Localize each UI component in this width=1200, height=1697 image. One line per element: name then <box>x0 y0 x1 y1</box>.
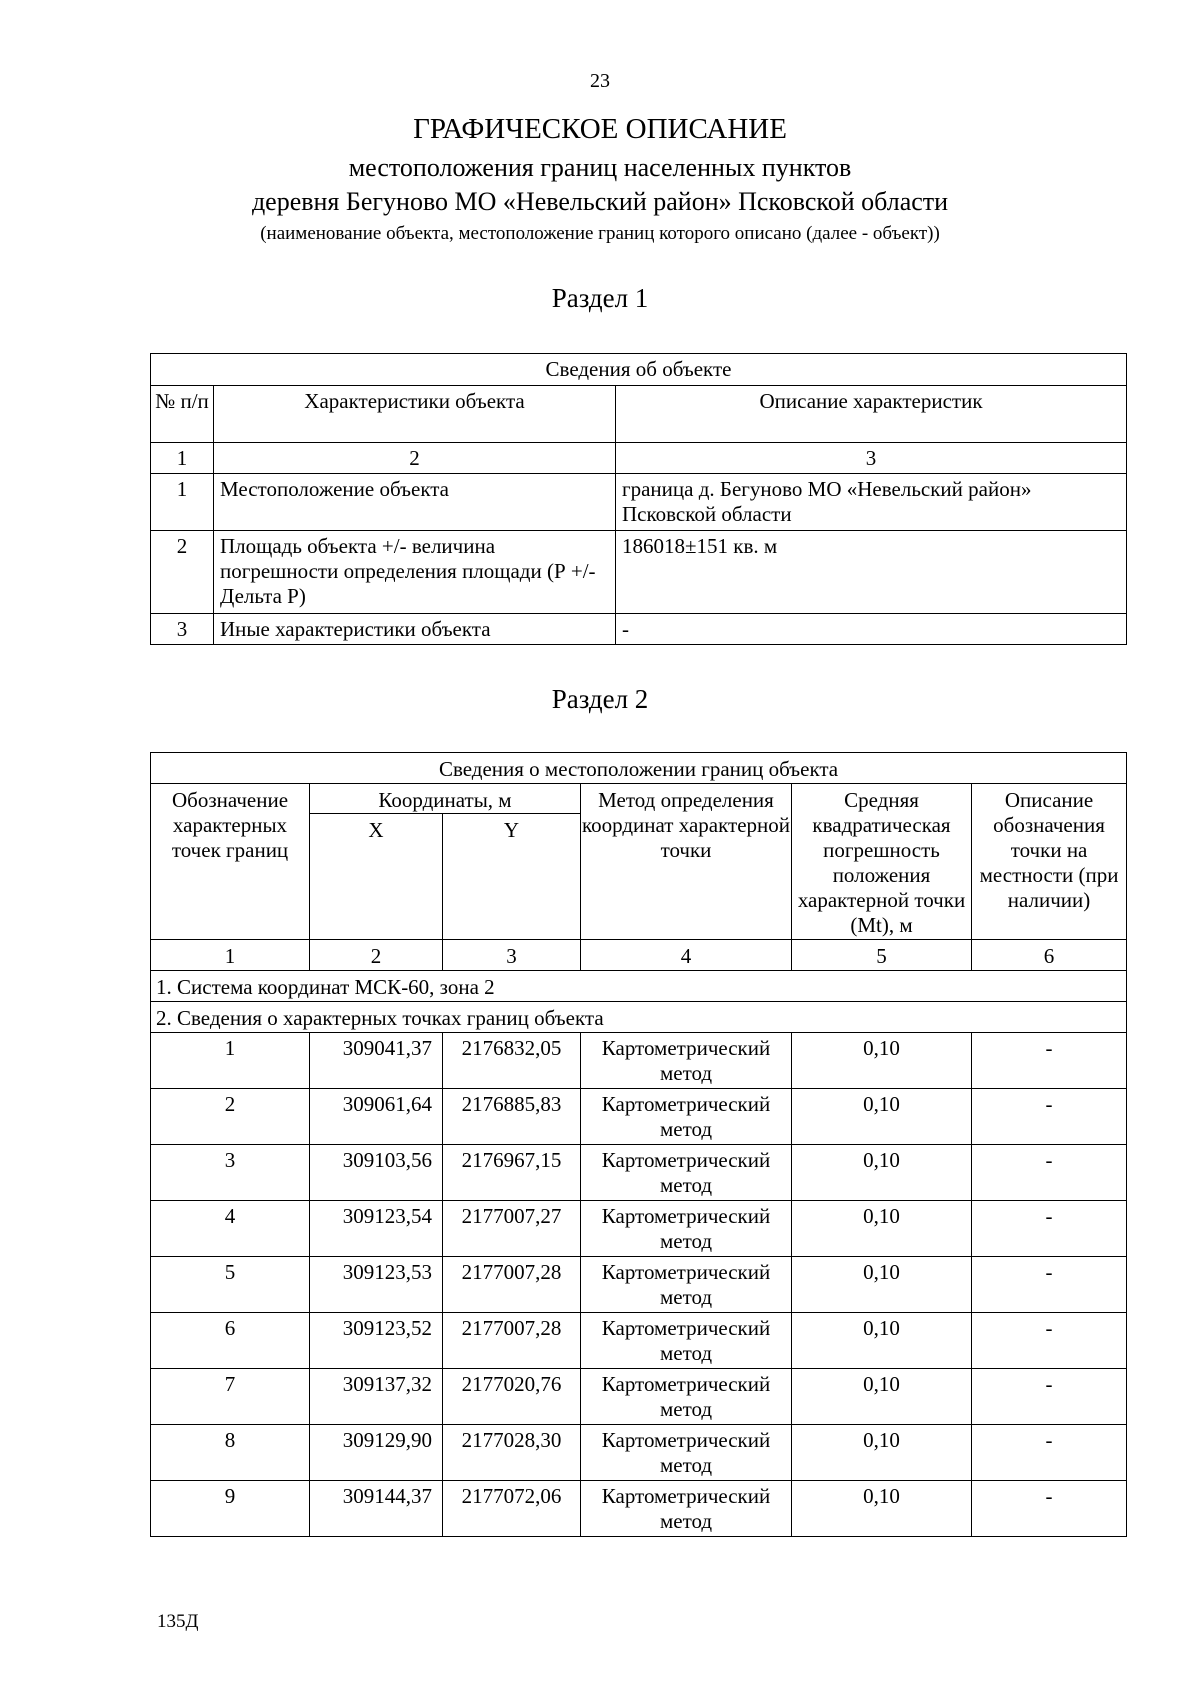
column-header-description: Описание характеристик <box>616 386 1127 443</box>
point-id: 4 <box>151 1201 310 1257</box>
coord-y: 2177020,76 <box>443 1369 581 1425</box>
footer-code: 135Д <box>157 1611 199 1632</box>
table-row <box>151 1089 1127 1145</box>
document-title: ГРАФИЧЕСКОЕ ОПИСАНИЕ <box>413 113 787 145</box>
coord-x: 309123,53 <box>310 1257 443 1313</box>
table-row <box>151 1201 1127 1257</box>
coord-y: 2177007,28 <box>443 1313 581 1369</box>
boundary-points-table <box>150 752 1127 1537</box>
coord-y: 2176832,05 <box>443 1033 581 1089</box>
method: Картометрический метод <box>581 1257 792 1313</box>
section-1-heading: Раздел 1 <box>551 283 649 313</box>
point-description: - <box>972 1201 1127 1257</box>
column-number: 6 <box>972 940 1127 971</box>
point-description: - <box>972 1145 1127 1201</box>
point-id: 9 <box>151 1481 310 1537</box>
table-row <box>151 531 1127 614</box>
method: Картометрический метод <box>581 1145 792 1201</box>
table-row <box>151 1145 1127 1201</box>
column-number: 5 <box>792 940 972 971</box>
point-description: - <box>972 1369 1127 1425</box>
error-mt: 0,10 <box>792 1425 972 1481</box>
error-mt: 0,10 <box>792 1481 972 1537</box>
table-row <box>151 614 1127 645</box>
column-header-characteristics: Характеристики объекта <box>214 386 616 443</box>
coordinate-system-row: 1. Система координат МСК-60, зона 2 <box>151 971 1127 1002</box>
object-name-caption: (наименование объекта, местоположение границ которого описано (далее - объект)) <box>260 223 940 244</box>
table-caption: Сведения об объекте <box>151 354 1127 386</box>
row-number: 3 <box>151 614 214 645</box>
coord-y: 2177007,28 <box>443 1257 581 1313</box>
point-id: 3 <box>151 1145 310 1201</box>
error-mt: 0,10 <box>792 1201 972 1257</box>
column-header-number: № п/п <box>151 386 214 443</box>
column-number: 1 <box>151 940 310 971</box>
point-id: 6 <box>151 1313 310 1369</box>
coord-y: 2177028,30 <box>443 1425 581 1481</box>
row-number: 1 <box>151 474 214 531</box>
method: Картометрический метод <box>581 1369 792 1425</box>
point-id: 8 <box>151 1425 310 1481</box>
document-subtitle: местоположения границ населенных пунктов <box>348 153 852 182</box>
method: Картометрический метод <box>581 1313 792 1369</box>
characteristic-name: Местоположение объекта <box>214 474 616 531</box>
column-header-x: X <box>310 814 443 940</box>
error-mt: 0,10 <box>792 1313 972 1369</box>
coord-x: 309123,52 <box>310 1313 443 1369</box>
table-row <box>151 1257 1127 1313</box>
point-id: 7 <box>151 1369 310 1425</box>
point-description: - <box>972 1089 1127 1145</box>
table-row <box>151 1033 1127 1089</box>
column-header-error: Средняя квадратическая погрешность положения характерной точки (Mt), м <box>792 784 972 940</box>
column-number: 4 <box>581 940 792 971</box>
error-mt: 0,10 <box>792 1089 972 1145</box>
coord-y: 2177007,27 <box>443 1201 581 1257</box>
coord-x: 309103,56 <box>310 1145 443 1201</box>
coord-x: 309144,37 <box>310 1481 443 1537</box>
coord-y: 2176885,83 <box>443 1089 581 1145</box>
point-id: 2 <box>151 1089 310 1145</box>
object-name: деревня Бегуново МО «Невельский район» Псковской области <box>251 187 949 216</box>
coord-y: 2177072,06 <box>443 1481 581 1537</box>
table-row <box>151 1481 1127 1537</box>
table-row <box>151 1425 1127 1481</box>
method: Картометрический метод <box>581 1033 792 1089</box>
point-description: - <box>972 1481 1127 1537</box>
method: Картометрический метод <box>581 1201 792 1257</box>
point-id: 5 <box>151 1257 310 1313</box>
error-mt: 0,10 <box>792 1033 972 1089</box>
error-mt: 0,10 <box>792 1145 972 1201</box>
point-id: 1 <box>151 1033 310 1089</box>
characteristic-value: 186018±151 кв. м <box>616 531 1127 614</box>
method: Картометрический метод <box>581 1089 792 1145</box>
column-header-y: Y <box>443 814 581 940</box>
method: Картометрический метод <box>581 1425 792 1481</box>
coord-y: 2176967,15 <box>443 1145 581 1201</box>
table-caption: Сведения о местоположении границ объекта <box>151 753 1127 784</box>
page-number: 23 <box>590 70 610 92</box>
column-header-method: Метод определения координат характерной точки <box>581 784 792 940</box>
column-number: 1 <box>151 443 214 474</box>
table-row <box>151 474 1127 531</box>
coord-x: 309137,32 <box>310 1369 443 1425</box>
point-description: - <box>972 1425 1127 1481</box>
point-description: - <box>972 1257 1127 1313</box>
column-number: 2 <box>214 443 616 474</box>
points-info-row: 2. Сведения о характерных точках границ объекта <box>151 1002 1127 1033</box>
method: Картометрический метод <box>581 1481 792 1537</box>
column-header-description: Описание обозначения точки на местности (при наличии) <box>972 784 1127 940</box>
point-description: - <box>972 1313 1127 1369</box>
coord-x: 309061,64 <box>310 1089 443 1145</box>
column-number: 2 <box>310 940 443 971</box>
column-number: 3 <box>616 443 1127 474</box>
characteristic-value: - <box>616 614 1127 645</box>
table-row <box>151 1313 1127 1369</box>
characteristic-name: Площадь объекта +/- величина погрешности определения площади (Р +/- Дельта Р) <box>214 531 616 614</box>
characteristic-value: граница д. Бегуново МО «Невельский район» Псковской области <box>616 474 1127 531</box>
error-mt: 0,10 <box>792 1257 972 1313</box>
coord-x: 309129,90 <box>310 1425 443 1481</box>
error-mt: 0,10 <box>792 1369 972 1425</box>
column-header-coordinates: Координаты, м <box>310 784 581 814</box>
column-number: 3 <box>443 940 581 971</box>
table-row <box>151 1369 1127 1425</box>
section-2-heading: Раздел 2 <box>551 684 649 714</box>
point-description: - <box>972 1033 1127 1089</box>
object-info-table <box>150 353 1127 645</box>
row-number: 2 <box>151 531 214 614</box>
column-header-point: Обозначение характерных точек границ <box>151 784 310 940</box>
coord-x: 309123,54 <box>310 1201 443 1257</box>
characteristic-name: Иные характеристики объекта <box>214 614 616 645</box>
coord-x: 309041,37 <box>310 1033 443 1089</box>
